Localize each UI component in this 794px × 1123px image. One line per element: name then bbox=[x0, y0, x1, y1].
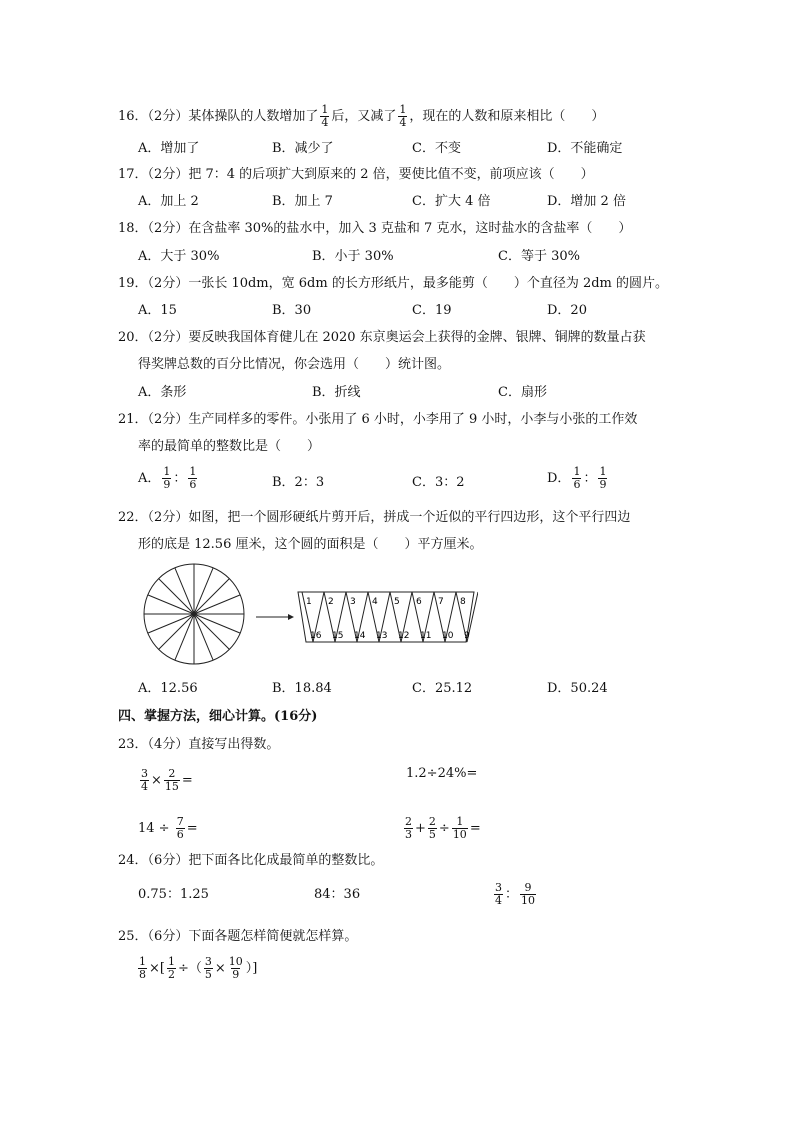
q22-option-d[interactable]: D．50.24 bbox=[547, 681, 608, 696]
question-17: 17．（2分）把 7：4 的后项扩大到原来的 2 倍，要使比值不变，前项应该（ ） bbox=[118, 167, 594, 182]
sector-label-bottom: 14 bbox=[354, 631, 366, 641]
sector-label-top: 3 bbox=[350, 597, 356, 607]
q23-expression-3: 14 ÷ $\frac{7}{6}$ = bbox=[138, 815, 198, 841]
fraction: $\frac{3}{4}$ bbox=[141, 767, 148, 793]
q18-option-a[interactable]: A．大于 30% bbox=[138, 249, 220, 264]
fraction: $\frac{7}{6}$ bbox=[176, 815, 184, 841]
question-22-line-1: 22．（2分）如图，把一个圆形硬纸片剪开后，拼成一个近似的平行四边形，这个平行四边 bbox=[118, 510, 631, 525]
fraction: $\frac{9}{10}$ bbox=[521, 881, 536, 907]
fraction: $\frac{1}{4}$ bbox=[399, 103, 407, 129]
q20-option-a[interactable]: A．条形 bbox=[138, 385, 187, 400]
fraction: $\frac{3}{5}$ bbox=[204, 955, 212, 981]
q24-ratio-2: 84：36 bbox=[314, 887, 361, 902]
sector-label-bottom: 16 bbox=[310, 631, 322, 641]
q17-option-d[interactable]: D．增加 2 倍 bbox=[547, 194, 626, 209]
sector-label-bottom: 11 bbox=[420, 631, 432, 641]
fraction: $\frac{2}{3}$ bbox=[405, 815, 412, 841]
q18-option-b[interactable]: B．小于 30% bbox=[312, 249, 394, 264]
q24-ratio-3: $\frac{3}{4}$ ： $\frac{9}{10}$ bbox=[495, 881, 536, 907]
q22-option-a[interactable]: A．12.56 bbox=[138, 681, 198, 696]
q24-ratio-1: 0.75：1.25 bbox=[138, 887, 209, 902]
q16-option-a[interactable]: A．增加了 bbox=[138, 141, 200, 156]
sector-label-top: 7 bbox=[438, 597, 444, 607]
q21-option-a[interactable]: A． $\frac{1}{9}$ ： $\frac{1}{6}$ bbox=[138, 465, 197, 491]
q17-option-a[interactable]: A．加上 2 bbox=[138, 194, 199, 209]
sector-label-bottom: 9 bbox=[464, 631, 470, 641]
sector-label-top: 1 bbox=[306, 597, 312, 607]
q25-expression: $\frac{1}{8}$ ×[ $\frac{1}{2}$ ÷（ $\frac{3}{5}$ × $\frac{10}{9}$ ）] bbox=[139, 955, 258, 981]
question-20-line-2: 得奖牌总数的百分比情况，你会选用（ ）统计图。 bbox=[138, 357, 451, 372]
sector-label-bottom: 15 bbox=[332, 631, 344, 641]
q18-option-c[interactable]: C．等于 30% bbox=[498, 249, 580, 264]
fraction: $\frac{2}{15}$ bbox=[164, 767, 179, 793]
sector-label-top: 8 bbox=[460, 597, 466, 607]
q20-option-b[interactable]: B．折线 bbox=[312, 385, 361, 400]
q19-option-d[interactable]: D．20 bbox=[547, 303, 587, 318]
question-21-line-2: 率的最简单的整数比是（ ） bbox=[138, 439, 321, 454]
q21-option-d[interactable]: D． $\frac{1}{6}$ ： $\frac{1}{9}$ bbox=[547, 465, 607, 491]
question-21-line-1: 21．（2分）生产同样多的零件。小张用了 6 小时，小李用了 9 小时，小李与小张的工作效 bbox=[118, 412, 638, 427]
sector-label-top: 2 bbox=[328, 597, 334, 607]
question-25: 25．（6分）下面各题怎样简便就怎样算。 bbox=[118, 929, 358, 944]
fraction: $\frac{10}{9}$ bbox=[228, 955, 243, 981]
fraction: $\frac{2}{5}$ bbox=[428, 815, 436, 841]
q22-option-c[interactable]: C．25.12 bbox=[412, 681, 473, 696]
question-24: 24．（6分）把下面各比化成最简单的整数比。 bbox=[118, 853, 384, 868]
fraction: $\frac{1}{2}$ bbox=[167, 955, 175, 981]
q23-expression-2: 1.2÷24%= bbox=[406, 766, 478, 781]
fraction: $\frac{1}{9}$ bbox=[163, 465, 171, 491]
sector-label-top: 5 bbox=[394, 597, 400, 607]
sector-label-top: 6 bbox=[416, 597, 422, 607]
sector-label-bottom: 13 bbox=[376, 631, 388, 641]
question-22-line-2: 形的底是 12.56 厘米，这个圆的面积是（ ）平方厘米。 bbox=[138, 537, 483, 552]
question-16: 16．（2分）某体操队的人数增加了 $\frac{1}{4}$ 后，又减了 $\frac{1}{4}$ ，现在的人数和原来相比（ ） bbox=[118, 103, 605, 129]
parallelogram bbox=[298, 592, 478, 642]
sector-label-bottom: 10 bbox=[442, 631, 454, 641]
fraction: $\frac{1}{4}$ bbox=[321, 103, 329, 129]
q23-expression-4: $\frac{2}{3}$ + $\frac{2}{5}$ ÷ $\frac{1}{10}$ = bbox=[405, 815, 481, 841]
q23-expression-1: $\frac{3}{4}$ × $\frac{2}{15}$ = bbox=[141, 767, 193, 793]
q16-option-c[interactable]: C．不变 bbox=[412, 141, 461, 156]
section-4-title: 四、掌握方法，细心计算。(16分) bbox=[118, 709, 318, 724]
fraction: $\frac{1}{8}$ bbox=[139, 955, 146, 981]
sector-label-bottom: 12 bbox=[398, 631, 410, 641]
fraction: $\frac{3}{4}$ bbox=[495, 881, 502, 907]
q22-option-b[interactable]: B．18.84 bbox=[272, 681, 332, 696]
fraction: $\frac{1}{10}$ bbox=[452, 815, 467, 841]
q16-option-d[interactable]: D．不能确定 bbox=[547, 141, 623, 156]
q19-option-a[interactable]: A．15 bbox=[138, 303, 177, 318]
q19-option-c[interactable]: C．19 bbox=[412, 303, 452, 318]
q17-option-b[interactable]: B．加上 7 bbox=[272, 194, 333, 209]
arrow-icon bbox=[256, 614, 294, 620]
fraction: $\frac{1}{9}$ bbox=[599, 465, 607, 491]
q16-option-b[interactable]: B．减少了 bbox=[272, 141, 334, 156]
q21-option-c[interactable]: C．3：2 bbox=[412, 475, 465, 490]
sector-label-top: 4 bbox=[372, 597, 378, 607]
q21-option-b[interactable]: B．2：3 bbox=[272, 475, 325, 490]
question-19: 19．（2分）一张长 10dm，宽 6dm 的长方形纸片，最多能剪（ ）个直径为 2dm 的圆片。 bbox=[118, 276, 669, 291]
q19-option-b[interactable]: B．30 bbox=[272, 303, 312, 318]
fraction: $\frac{1}{6}$ bbox=[573, 465, 581, 491]
circle-to-parallelogram-figure bbox=[138, 562, 478, 672]
sector-circle bbox=[144, 564, 244, 664]
question-23: 23．（4分）直接写出得数。 bbox=[118, 737, 280, 752]
q20-option-c[interactable]: C．扇形 bbox=[498, 385, 547, 400]
q17-option-c[interactable]: C．扩大 4 倍 bbox=[412, 194, 491, 209]
question-18: 18．（2分）在含盐率 30%的盐水中，加入 3 克盐和 7 克水，这时盐水的含盐率（ ） bbox=[118, 221, 632, 236]
question-20-line-1: 20．（2分）要反映我国体育健儿在 2020 东京奥运会上获得的金牌、银牌、铜牌的数量占获 bbox=[118, 330, 646, 345]
fraction: $\frac{1}{6}$ bbox=[189, 465, 197, 491]
